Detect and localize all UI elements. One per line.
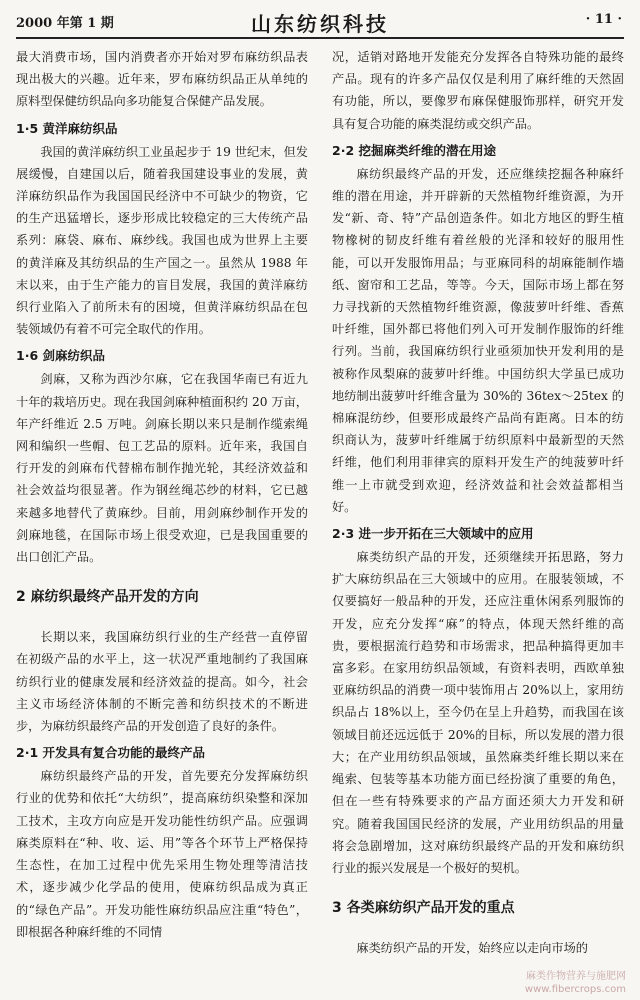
intro-paragraph: 最大消费市场，国内消费者亦开始对罗布麻纺织品表现出极大的兴趣。近年来，罗布麻纺织品正从单纯的原料型保健纺织品向多功能复合保健产品发展。 — [16, 50, 308, 109]
paragraph-2-2: 麻纺织最终产品的开发，还应继续挖掘各种麻纤维的潜在用途，并开辟新的天然植物纤维资源，为开发“新、奇、特”产品创造条件。如北方地区的野生植物橡树的韧皮纤维有着丝般的光泽和较好的服用性能，可以开发服饰用品；与亚麻同科的胡麻能制作墙纸、窗帘和工艺品，等等。今天，国际市场上都在努力寻找新的天然植物纤维资源，像菠萝叶纤维、香蕉叶纤维，国外都已将他们列入可开发制作服饰的纤维行列。当前，我国麻纺织行业亟须加快开发利用的是被称作凤梨麻的菠萝叶纤维。中国纺织大学虽已成功地纺制出菠萝叶纤维含量为 30%的 36tex～25tex 的棉麻混纺纱，但要形成最终产品尚有距离。日本的纺织商认为，菠萝叶纤维属于纺织原料中最新型的天然纤维，他们利用菲律宾的原料开发生产的纯菠萝叶纤维一上市就受到欢迎，经济效益和社会效益都相当好。 — [332, 166, 624, 514]
continued-paragraph: 况，适销对路地开发能充分发挥各自特殊功能的最终产品。现有的许多产品仅仅是利用了麻纤维的天然固有功能，所以，要像罗布麻保健服饰那样，研究开发具有复合功能的麻类混纺或交织产品。 — [332, 50, 624, 131]
paragraph-1-6: 剑麻，又称为西沙尔麻，它在我国华南已有近九十年的栽培历史。现在我国剑麻种植面积约 20 万亩，年产纤维近 2.5 万吨。剑麻长期以来只是制作缆索绳网和编织一些帽、包工艺品的原料。近年来，我国自行开发的剑麻布代替棉布制作抛光轮，其经济效益和社会效益均很显著。作为钢丝绳芯纱的材料，它已越来越多地替代了黄麻纱。目前，用剑麻纱制作开发的剑麻地毯，在国际市场上很受欢迎，已是我国重要的出口创汇产品。 — [16, 372, 308, 565]
heading-2: 2 麻纺织最终产品开发的方向 — [16, 589, 199, 606]
left-column — [16, 46, 308, 943]
heading-2-1: 2·1 开发具有复合功能的最终产品 — [16, 745, 205, 761]
watermark-line-2: www.fibercrops.com — [524, 984, 626, 995]
paragraph-2-1: 麻纺织最终产品的开发，首先要充分发挥麻纺织行业的优势和依托“大纺织”，提高麻纺织染整和深加工技术，主攻方向应是开发功能性纺织产品。应强调麻类原料在“种、收、运、用”等各个环节上严格保持生态性，在加工过程中优先采用生物处理等清洁技术，逐步减少化学品的使用，使麻纺织品成为真正的“绿色产品”。开发功能性麻纺织品应注重“特色”，即根据各种麻纤维的不同情 — [16, 769, 308, 939]
paragraph-1-5: 我国的黄洋麻纺织工业虽起步于 19 世纪末，但发展缓慢，自建国以后，随着我国建设事业的发展，黄洋麻纺织品作为我国国民经济中不可缺少的物资，它的生产迅猛增长，逐步形成比较稳定的三大传统产品系列：麻袋、麻布、麻纱线。我国也成为世界上主要的黄洋麻及其纺织品的生产国之一。虽然从 1988 年末以来，由于生产能力的盲目发展，我国的黄洋麻纺织行业陷入了前所未有的困境，但黄洋麻纺织品在包装领域仍有着不可完全取代的作用。 — [16, 144, 308, 337]
page-number: · 11 · — [585, 12, 622, 27]
heading-2-2: 2·2 挖掘麻类纤维的潜在用途 — [332, 142, 496, 158]
header-rule — [16, 37, 624, 39]
journal-title: 山东纺织科技 — [251, 12, 389, 36]
paragraph-2: 长期以来，我国麻纺织行业的生产经营一直停留在初级产品的水平上，这一状况严重地制约了我国麻纺织行业的健康发展和经济效益的提高。如今，社会主义市场经济体制的不断完善和纺织技术的不断进步，为麻纺织最终产品的开发创造了良好的条件。 — [16, 630, 308, 734]
paragraph-3: 麻类纺织产品的开发，始终应以走向市场的 — [356, 941, 588, 956]
right-column — [332, 46, 624, 959]
heading-3: 3 各类麻纺织产品开发的重点 — [332, 900, 515, 917]
heading-2-3: 2·3 进一步开拓在三大领域中的应用 — [332, 526, 534, 542]
running-header — [0, 0, 640, 40]
issue-label: 2000 年第 1 期 — [16, 16, 114, 31]
watermark-line-1: 麻类作物营养与施肥网 — [526, 971, 626, 982]
heading-1-5: 1·5 黄洋麻纺织品 — [16, 120, 118, 136]
paragraph-2-3: 麻类纺织产品的开发，还须继续开拓思路，努力扩大麻纺织品在三大领域中的应用。在服装领域，不仅要搞好一般品种的开发，还应注重休闲系列服饰的开发，应充分发挥“麻”的特点，体现天然纤维的高贵，要根据流行趋势和市场需求，把品种搞得更加丰富多彩。在家用纺织品领域，有资料表明，西欧单独亚麻纺织品的消费一项中装饰用占 20%以上，家用纺织品占 18%以上，至今仍在呈上升趋势，而我国在该领域目前还远远低于 20%的目标，所以发展的潜力很大；在产业用纺织品领域，虽然麻类纤维长期以来在绳索、包装等基本功能方面已经扮演了重要的角色，但在一些有特殊要求的产品方面还须大力开发和研究。随着我国国民经济的发展，产业用纺织品的用量将会急剧增加，这对麻纺织最终产品的开发和麻纺织行业的振兴发展是一个极好的契机。 — [332, 550, 624, 875]
heading-1-6: 1·6 剑麻纺织品 — [16, 348, 105, 364]
watermark — [525, 970, 626, 996]
